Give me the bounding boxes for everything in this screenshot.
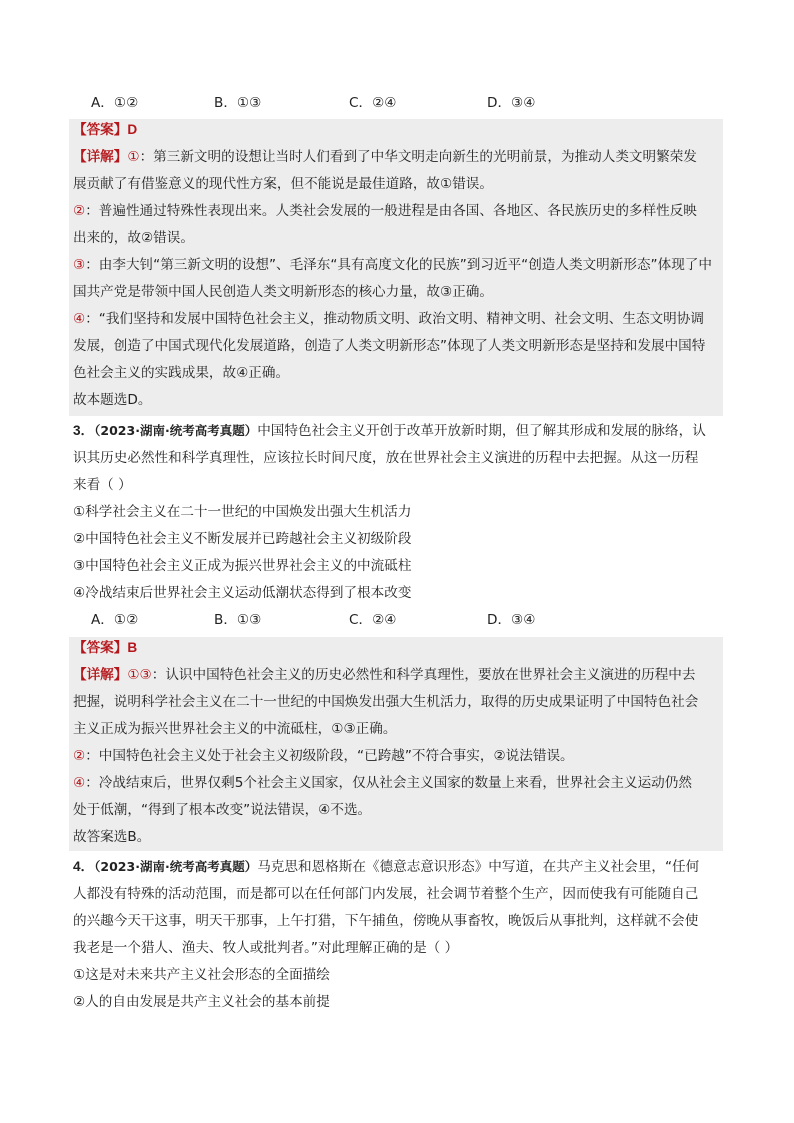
question-source: （2023·湖南·统考高考真题） bbox=[94, 423, 258, 438]
q3-statement-1: ①科学社会主义在二十一世纪的中国焕发出强大生机活力 bbox=[73, 504, 412, 520]
q3-conclusion: 故答案选B。 bbox=[73, 829, 151, 845]
detail-tag: 【详解】 bbox=[73, 667, 128, 683]
q2-detail-line-1: 【详解】①：第三新文明的设想让当时人们看到了中华文明走向新生的光明前景，为推动人类文明繁荣发 bbox=[73, 149, 697, 165]
q2-option-c[interactable]: C．②④ bbox=[349, 95, 397, 111]
question-number: 4． bbox=[73, 859, 95, 874]
q2-detail-line-8: 发展，创造了中国式现代化发展道路，创造了人类文明新形态”体现了人类文明新形态是坚持和发展中国特 bbox=[73, 338, 706, 354]
q2-detail-line-3: ②：普遍性通过特殊性表现出来。人类社会发展的一般进程是由各国、各地区、各民族历史的多样性反映 bbox=[73, 203, 697, 219]
q2-answer-line bbox=[73, 119, 137, 141]
q2-detail-line-9: 色社会主义的实践成果，故④正确。 bbox=[73, 365, 290, 381]
q3-option-b[interactable]: B．①③ bbox=[214, 612, 262, 628]
q3-statement-4: ④冷战结束后世界社会主义运动低潮状态得到了根本改变 bbox=[73, 585, 412, 601]
q2-detail-line-2: 展贡献了有借鉴意义的现代性方案，但不能说是最佳道路，故①错误。 bbox=[73, 176, 493, 192]
detail-tag: 【详解】 bbox=[73, 149, 128, 165]
q2-option-d[interactable]: D．③④ bbox=[487, 95, 536, 111]
q3-stem-line-1: 3．（2023·湖南·统考高考真题）中国特色社会主义开创于改革开放新时期，但了解其形成和发展的脉络，认 bbox=[73, 423, 706, 439]
answer-value: B bbox=[127, 640, 138, 655]
question-number: 3． bbox=[73, 423, 95, 438]
q3-stem-line-3: 来看（ ） bbox=[73, 477, 132, 493]
q3-option-d[interactable]: D．③④ bbox=[487, 612, 536, 628]
q3-option-c[interactable]: C．②④ bbox=[349, 612, 397, 628]
q2-detail-line-7: ④：“我们坚持和发展中国特色社会主义，推动物质文明、政治文明、精神文明、社会文明、生态文明协调 bbox=[73, 311, 704, 327]
q4-statement-1: ①这是对未来共产主义社会形态的全面描绘 bbox=[73, 967, 330, 983]
q3-detail-line-6: 处于低潮，“得到了根本改变”说法错误，④不选。 bbox=[73, 802, 372, 818]
answer-tag: 【答案】 bbox=[73, 122, 128, 138]
q3-answer-block bbox=[69, 637, 723, 851]
q4-stem-line-2: 人都没有特殊的活动范围，而是都可以在任何部门内发展，社会调节着整个生产，因而使我有可能随自己 bbox=[73, 886, 699, 902]
q4-stem-line-3: 的兴趣今天干这事，明天干那事，上午打猎，下午捕鱼，傍晚从事畜牧，晚饭后从事批判，这样就不会使 bbox=[73, 913, 699, 929]
q2-option-a[interactable]: A．①② bbox=[91, 95, 139, 111]
question-source: （2023·湖南·统考高考真题） bbox=[94, 859, 258, 874]
q3-detail-line-1: 【详解】①③：认识中国特色社会主义的历史必然性和科学真理性，要放在世界社会主义演进的历程中去 bbox=[73, 667, 696, 683]
q3-statement-3: ③中国特色社会主义正成为振兴世界社会主义的中流砥柱 bbox=[73, 558, 412, 574]
q4-stem-line-4: 我老是一个猎人、渔夫、牧人或批判者。”对此理解正确的是（ ） bbox=[73, 940, 459, 956]
q2-conclusion: 故本题选D。 bbox=[73, 392, 152, 408]
q3-statement-2: ②中国特色社会主义不断发展并已跨越社会主义初级阶段 bbox=[73, 531, 412, 547]
answer-tag: 【答案】 bbox=[73, 640, 128, 656]
q4-statement-2: ②人的自由发展是共产主义社会的基本前提 bbox=[73, 994, 330, 1010]
q2-detail-line-6: 国共产党是带领中国人民创造人类文明新形态的核心力量，故③正确。 bbox=[73, 284, 493, 300]
answer-value: D bbox=[127, 122, 138, 137]
q3-stem-line-2: 识其历史必然性和科学真理性，应该拉长时间尺度，放在世界社会主义演进的历程中去把握。从这一历程 bbox=[73, 450, 699, 466]
q2-answer-block bbox=[69, 119, 723, 416]
q3-detail-line-5: ④：冷战结束后，世界仅剩5个社会主义国家，仅从社会主义国家的数量上来看，世界社会主义运动仍然 bbox=[73, 775, 692, 791]
q3-detail-line-2: 把握，说明科学社会主义在二十一世纪的中国焕发出强大生机活力，取得的历史成果证明了中国特色社会 bbox=[73, 694, 699, 710]
q3-detail-line-3: 主义正成为振兴世界社会主义的中流砥柱，①③正确。 bbox=[73, 721, 397, 737]
q2-option-b[interactable]: B．①③ bbox=[214, 95, 262, 111]
q2-detail-line-5: ③：由李大钊“第三新文明的设想”、毛泽东“具有高度文化的民族”到习近平“创造人类文明新形态”体现了中 bbox=[73, 257, 712, 273]
q4-stem-line-1: 4．（2023·湖南·统考高考真题）马克思和恩格斯在《德意志意识形态》中写道，在共产主义社会里，“任何 bbox=[73, 859, 700, 875]
q3-detail-line-4: ②：中国特色社会主义处于社会主义初级阶段，“已跨越”不符合事实，②说法错误。 bbox=[73, 748, 574, 764]
q2-options bbox=[91, 92, 611, 114]
q3-option-a[interactable]: A．①② bbox=[91, 612, 139, 628]
q2-detail-line-4: 出来的，故②错误。 bbox=[73, 230, 194, 246]
q3-options bbox=[91, 609, 611, 631]
q3-answer-line bbox=[73, 637, 137, 659]
